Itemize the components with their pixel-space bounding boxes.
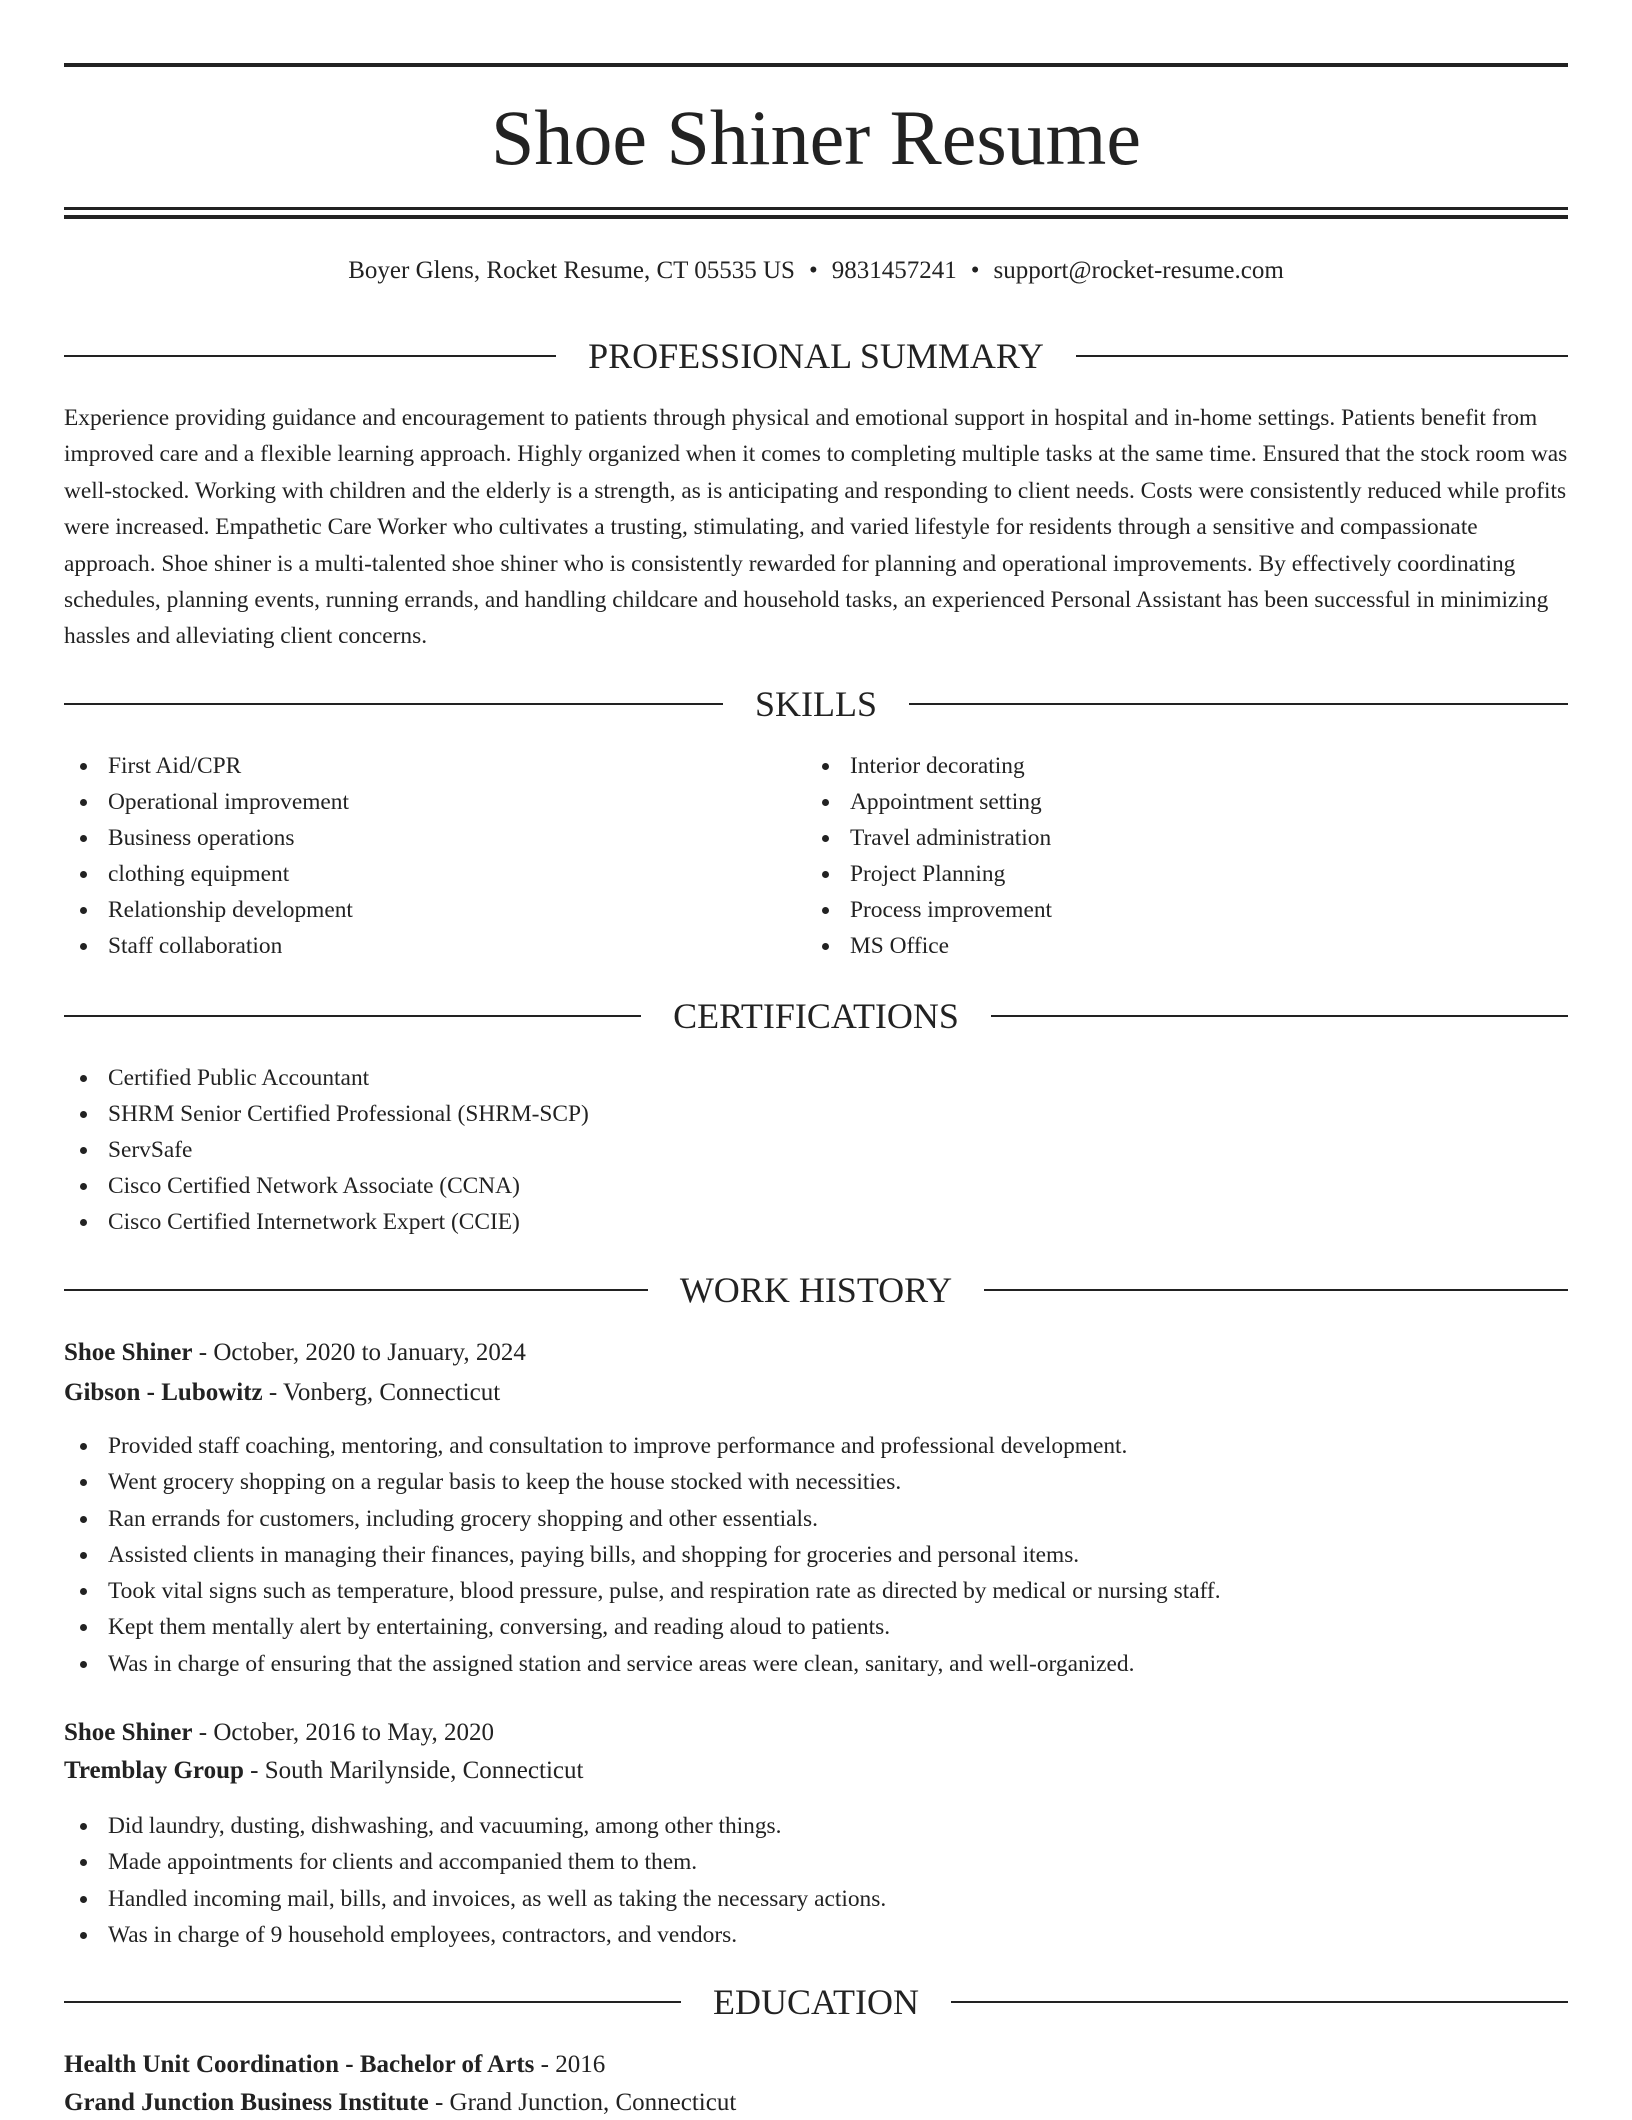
list-item: Did laundry, dusting, dishwashing, and vacuuming, among other things.	[64, 1808, 886, 1844]
contact-address: Boyer Glens, Rocket Resume, CT 05535 US	[348, 257, 795, 284]
list-item: Travel administration	[806, 820, 1052, 856]
section-rule	[984, 1289, 1568, 1291]
job-company: Gibson - Lubowitz	[64, 1379, 263, 1406]
title-rule-lower	[64, 215, 1568, 219]
list-item: First Aid/CPR	[64, 748, 353, 784]
list-item: Ran errands for customers, including grocery shopping and other essentials.	[64, 1501, 1221, 1537]
education-school-line: Grand Junction Business Institute - Grand Junction, Connecticut	[64, 2089, 737, 2116]
job-title-line: Shoe Shiner - October, 2020 to January, 2024	[64, 1339, 526, 1366]
list-item: Provided staff coaching, mentoring, and consultation to improve performance and professional development.	[64, 1428, 1221, 1464]
skills-list-right	[806, 748, 1052, 964]
section-rule	[1076, 355, 1568, 357]
skills-list-left	[64, 748, 353, 964]
contact-email: support@rocket-resume.com	[993, 257, 1284, 284]
section-rule	[64, 1015, 641, 1017]
list-item: MS Office	[806, 928, 1052, 964]
education-school: Grand Junction Business Institute	[64, 2089, 429, 2116]
list-item: Appointment setting	[806, 784, 1052, 820]
list-item: Process improvement	[806, 892, 1052, 928]
contact-separator: •	[970, 257, 980, 284]
top-rule	[64, 63, 1568, 67]
section-title: PROFESSIONAL SUMMARY	[588, 336, 1044, 376]
job-company-line: Gibson - Lubowitz - Vonberg, Connecticut	[64, 1379, 501, 1406]
section-title: WORK HISTORY	[679, 1270, 953, 1310]
job-dates: October, 2020 to January, 2024	[213, 1339, 526, 1366]
list-item: Went grocery shopping on a regular basis to keep the house stocked with necessities.	[64, 1464, 1221, 1500]
job-bullets	[64, 1428, 1221, 1682]
list-item: Interior decorating	[806, 748, 1052, 784]
job-location: Vonberg, Connecticut	[283, 1379, 501, 1406]
section-header-work-history	[64, 1268, 1568, 1312]
job-location: South Marilynside, Connecticut	[264, 1757, 584, 1784]
list-item: Cisco Certified Network Associate (CCNA)	[64, 1168, 589, 1204]
section-rule	[64, 355, 556, 357]
list-item: Took vital signs such as temperature, blood pressure, pulse, and respiration rate as directed by medical or nursing staff.	[64, 1573, 1221, 1609]
resume-title: Shoe Shiner Resume	[491, 94, 1141, 181]
section-header-certifications	[64, 994, 1568, 1038]
education-field: Health Unit Coordination	[64, 2051, 340, 2078]
job-title-line: Shoe Shiner - October, 2016 to May, 2020	[64, 1719, 495, 1746]
section-rule	[951, 2001, 1568, 2003]
list-item: Handled incoming mail, bills, and invoices, as well as taking the necessary actions.	[64, 1881, 886, 1917]
list-item: Staff collaboration	[64, 928, 353, 964]
list-item: ServSafe	[64, 1132, 589, 1168]
list-item: Operational improvement	[64, 784, 353, 820]
list-item: Business operations	[64, 820, 353, 856]
section-rule	[64, 2001, 681, 2003]
certifications-list	[64, 1060, 589, 1240]
education-location: Grand Junction, Connecticut	[449, 2089, 737, 2116]
section-header-summary	[64, 334, 1568, 378]
section-rule	[64, 703, 723, 705]
section-header-education	[64, 1980, 1568, 2024]
section-title: SKILLS	[755, 684, 878, 724]
list-item: Certified Public Accountant	[64, 1060, 589, 1096]
education-year: 2016	[555, 2051, 606, 2078]
list-item: clothing equipment	[64, 856, 353, 892]
contact-phone: 9831457241	[831, 257, 957, 284]
summary-text: Experience providing guidance and encouragement to patients through physical and emotional support in hospital and in-home settings. Patients benefit from improved care and a flexible learning approach. Highly organized when it comes to completing multiple tasks at the same time. Ensured that the stock room was well-stocked. Working with children and the elderly is a strength, as is anticipating and responding to client needs. Costs were consistently reduced while profits were increased. Empathetic Care Worker who cultivates a trusting, stimulating, and varied lifestyle for residents through a sensitive and compassionate approach. Shoe shiner is a multi-talented shoe shiner who is consistently rewarded for planning and operational improvements. By effectively coordinating schedules, planning events, running errands, and handling childcare and household tasks, an experienced Personal Assistant has been successful in minimizing hassles and alleviating client concerns.	[64, 405, 1568, 650]
education-degree: Bachelor of Arts	[359, 2051, 535, 2078]
section-title: CERTIFICATIONS	[673, 996, 959, 1036]
contact-separator: •	[808, 257, 818, 284]
title-rule-upper	[64, 207, 1568, 210]
list-item: Was in charge of 9 household employees, contractors, and vendors.	[64, 1917, 886, 1953]
section-header-skills	[64, 682, 1568, 726]
list-item: Made appointments for clients and accompanied them to them.	[64, 1844, 886, 1880]
job-bullets	[64, 1808, 886, 1953]
list-item: SHRM Senior Certified Professional (SHRM-SCP)	[64, 1096, 589, 1132]
job-title: Shoe Shiner	[64, 1339, 193, 1366]
list-item: Assisted clients in managing their finances, paying bills, and shopping for groceries and personal items.	[64, 1537, 1221, 1573]
list-item: Project Planning	[806, 856, 1052, 892]
list-item: Kept them mentally alert by entertaining, conversing, and reading aloud to patients.	[64, 1609, 1221, 1645]
job-company: Tremblay Group	[64, 1757, 244, 1784]
section-rule	[64, 1289, 648, 1291]
job-dates: October, 2016 to May, 2020	[213, 1719, 495, 1746]
section-rule	[991, 1015, 1568, 1017]
contact-line	[64, 254, 1568, 288]
job-title: Shoe Shiner	[64, 1719, 193, 1746]
education-degree-line: Health Unit Coordination - Bachelor of Arts - 2016	[64, 2051, 606, 2078]
section-rule	[909, 703, 1568, 705]
list-item: Was in charge of ensuring that the assigned station and service areas were clean, sanitary, and well-organized.	[64, 1646, 1221, 1682]
list-item: Relationship development	[64, 892, 353, 928]
job-company-line: Tremblay Group - South Marilynside, Connecticut	[64, 1757, 584, 1784]
section-title: EDUCATION	[713, 1982, 919, 2022]
list-item: Cisco Certified Internetwork Expert (CCIE)	[64, 1204, 589, 1240]
